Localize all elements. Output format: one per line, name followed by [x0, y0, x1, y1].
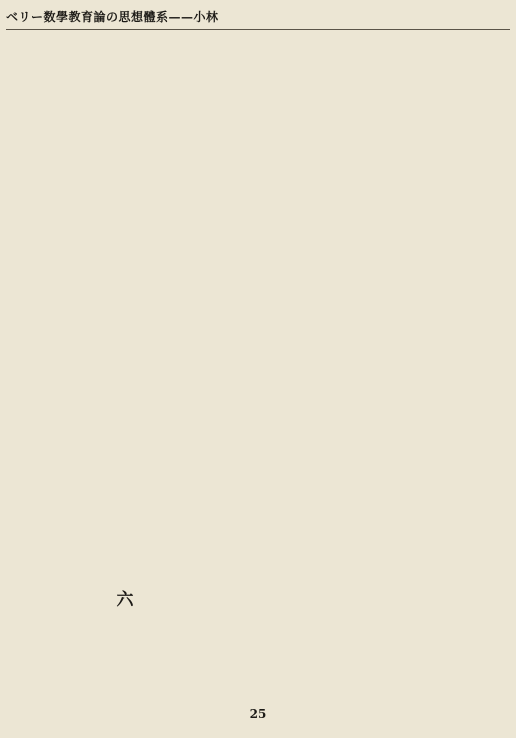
text-column: [406, 38, 423, 686]
text-column: [440, 38, 457, 686]
text-column: [151, 38, 168, 686]
text-column: [134, 38, 151, 686]
text-column: [63, 38, 80, 686]
text-column: [321, 38, 338, 686]
text-column: [474, 38, 491, 686]
text-column: [338, 38, 355, 686]
text-column: [80, 38, 97, 686]
text-column: [423, 38, 440, 686]
running-head: ベリー数學教育論の思想體系——小林: [6, 10, 219, 24]
text-column: [389, 38, 406, 686]
text-column: [355, 38, 372, 686]
text-column: [46, 38, 63, 686]
text-column: [491, 38, 508, 686]
text-column: [202, 38, 219, 686]
text-column: [372, 38, 389, 686]
text-column: [29, 38, 46, 686]
text-column: [168, 38, 185, 686]
page-number: 25: [249, 707, 267, 721]
text-column: [253, 38, 270, 686]
section-number: 六: [116, 590, 134, 610]
text-column: [97, 38, 114, 686]
text-column: [457, 38, 474, 686]
text-column: [185, 38, 202, 686]
text-column: [270, 38, 287, 686]
body-text: [12, 38, 508, 686]
text-column: [304, 38, 321, 686]
text-column: [219, 38, 236, 686]
text-column: [236, 38, 253, 686]
text-column: [287, 38, 304, 686]
header-rule: [6, 29, 510, 30]
text-column: [12, 38, 29, 686]
